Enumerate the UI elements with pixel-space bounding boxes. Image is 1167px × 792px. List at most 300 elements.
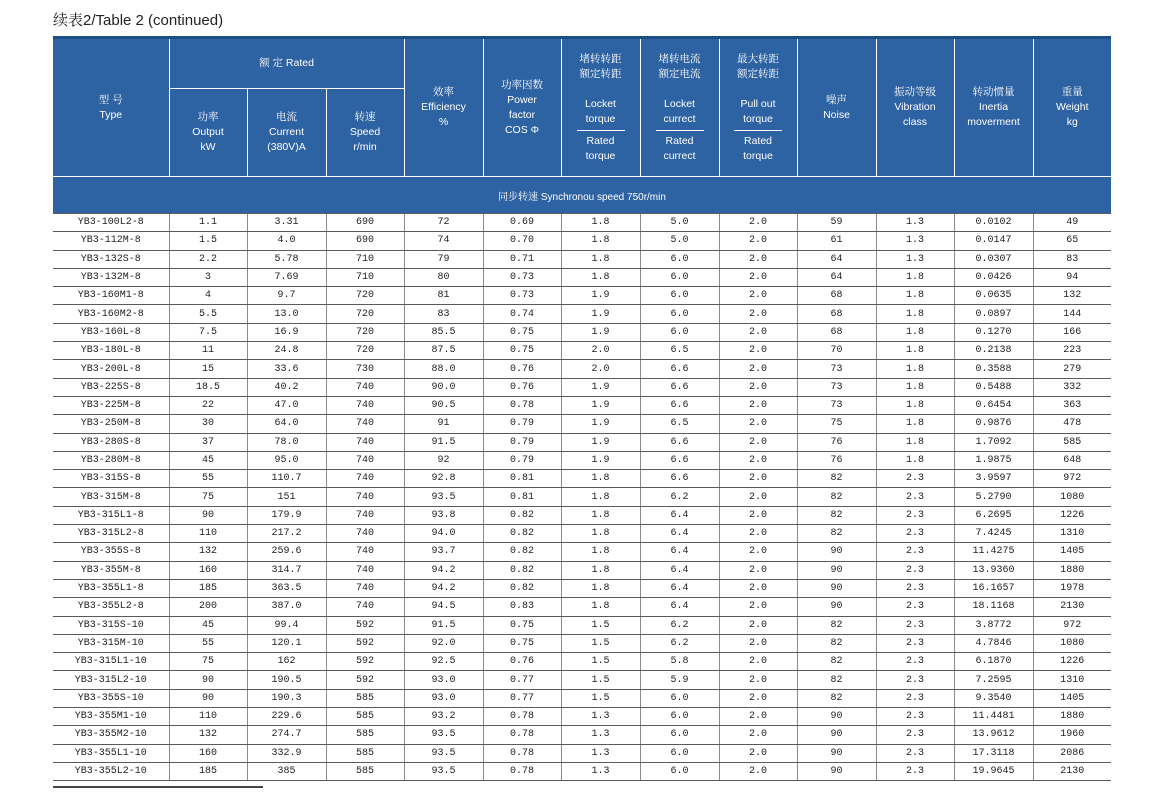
value-cell: 83 [1033, 250, 1111, 268]
value-cell: 93.7 [404, 543, 483, 561]
table-row [53, 543, 1111, 561]
value-cell: 92.8 [404, 470, 483, 488]
value-cell: 3.31 [247, 214, 326, 232]
value-cell: 64 [797, 268, 876, 286]
value-cell: 740 [326, 598, 404, 616]
value-cell: 73 [797, 360, 876, 378]
value-cell: 13.0 [247, 305, 326, 323]
value-cell: 1.3 [561, 744, 640, 762]
table-header [53, 38, 1111, 214]
table-row [53, 433, 1111, 451]
value-cell: 6.5 [640, 415, 719, 433]
type-cell: YB3-180L-8 [53, 342, 169, 360]
value-cell: 110 [169, 525, 247, 543]
value-cell: 74 [404, 232, 483, 250]
value-cell: 592 [326, 634, 404, 652]
value-cell: 2.3 [876, 525, 954, 543]
value-cell: 2.0 [719, 488, 797, 506]
value-cell: 11 [169, 342, 247, 360]
value-cell: 0.79 [483, 433, 561, 451]
table-row [53, 561, 1111, 579]
value-cell: 9.3540 [954, 689, 1033, 707]
value-cell: 68 [797, 287, 876, 305]
value-cell: 2.0 [719, 268, 797, 286]
value-cell: 2130 [1033, 598, 1111, 616]
value-cell: 190.3 [247, 689, 326, 707]
value-cell: 0.78 [483, 726, 561, 744]
value-cell: 1.3 [876, 214, 954, 232]
value-cell: 0.0307 [954, 250, 1033, 268]
value-cell: 0.3588 [954, 360, 1033, 378]
value-cell: 2.0 [719, 744, 797, 762]
value-cell: 1.9 [561, 378, 640, 396]
value-cell: 90 [797, 598, 876, 616]
motor-spec-table [53, 36, 1111, 781]
value-cell: 90 [797, 579, 876, 597]
value-cell: 82 [797, 525, 876, 543]
table-row [53, 232, 1111, 250]
value-cell: 75 [797, 415, 876, 433]
value-cell: 1.8 [561, 250, 640, 268]
value-cell: 15 [169, 360, 247, 378]
value-cell: 1080 [1033, 634, 1111, 652]
value-cell: 70 [797, 342, 876, 360]
value-cell: 1.8 [561, 268, 640, 286]
value-cell: 87.5 [404, 342, 483, 360]
value-cell: 585 [1033, 433, 1111, 451]
type-cell: YB3-315S-8 [53, 470, 169, 488]
value-cell: 1226 [1033, 653, 1111, 671]
value-cell: 0.82 [483, 579, 561, 597]
value-cell: 16.9 [247, 323, 326, 341]
value-cell: 740 [326, 579, 404, 597]
value-cell: 478 [1033, 415, 1111, 433]
value-cell: 0.69 [483, 214, 561, 232]
value-cell: 6.2 [640, 616, 719, 634]
value-cell: 740 [326, 451, 404, 469]
header-inertia: 转动惯量 Inertia moverment [954, 38, 1033, 177]
type-cell: YB3-132S-8 [53, 250, 169, 268]
value-cell: 82 [797, 689, 876, 707]
value-cell: 17.3118 [954, 744, 1033, 762]
value-cell: 259.6 [247, 543, 326, 561]
value-cell: 1.7092 [954, 433, 1033, 451]
value-cell: 6.2 [640, 634, 719, 652]
value-cell: 385 [247, 762, 326, 780]
value-cell: 740 [326, 433, 404, 451]
value-cell: 75 [169, 488, 247, 506]
type-cell: YB3-355L2-8 [53, 598, 169, 616]
table-row [53, 323, 1111, 341]
value-cell: 972 [1033, 616, 1111, 634]
value-cell: 92 [404, 451, 483, 469]
type-cell: YB3-160M1-8 [53, 287, 169, 305]
value-cell: 1.9 [561, 323, 640, 341]
table-row [53, 360, 1111, 378]
value-cell: 585 [326, 726, 404, 744]
value-cell: 30 [169, 415, 247, 433]
value-cell: 2.3 [876, 598, 954, 616]
type-cell: YB3-280S-8 [53, 433, 169, 451]
value-cell: 314.7 [247, 561, 326, 579]
value-cell: 2.3 [876, 488, 954, 506]
table-row [53, 396, 1111, 414]
value-cell: 1.8 [876, 268, 954, 286]
value-cell: 90 [169, 506, 247, 524]
value-cell: 190.5 [247, 671, 326, 689]
type-cell: YB3-225S-8 [53, 378, 169, 396]
value-cell: 45 [169, 451, 247, 469]
value-cell: 0.78 [483, 762, 561, 780]
value-cell: 0.79 [483, 415, 561, 433]
type-cell: YB3-315L2-10 [53, 671, 169, 689]
value-cell: 0.0897 [954, 305, 1033, 323]
value-cell: 0.75 [483, 634, 561, 652]
value-cell: 0.2138 [954, 342, 1033, 360]
value-cell: 1.8 [561, 561, 640, 579]
value-cell: 11.4481 [954, 708, 1033, 726]
value-cell: 6.4 [640, 598, 719, 616]
value-cell: 720 [326, 342, 404, 360]
value-cell: 2.0 [719, 708, 797, 726]
value-cell: 0.82 [483, 561, 561, 579]
value-cell: 0.5488 [954, 378, 1033, 396]
value-cell: 1.8 [876, 323, 954, 341]
value-cell: 37 [169, 433, 247, 451]
value-cell: 1.8 [876, 360, 954, 378]
value-cell: 0.76 [483, 653, 561, 671]
table-row [53, 342, 1111, 360]
value-cell: 79 [404, 250, 483, 268]
type-cell: YB3-315L1-8 [53, 506, 169, 524]
type-cell: YB3-315M-10 [53, 634, 169, 652]
value-cell: 99.4 [247, 616, 326, 634]
value-cell: 2.3 [876, 634, 954, 652]
value-cell: 0.78 [483, 744, 561, 762]
value-cell: 1.5 [169, 232, 247, 250]
value-cell: 740 [326, 543, 404, 561]
type-cell: YB3-355S-10 [53, 689, 169, 707]
table-row [53, 689, 1111, 707]
type-cell: YB3-315L1-10 [53, 653, 169, 671]
value-cell: 0.83 [483, 598, 561, 616]
table-row [53, 671, 1111, 689]
value-cell: 83 [404, 305, 483, 323]
value-cell: 82 [797, 671, 876, 689]
value-cell: 1.8 [561, 470, 640, 488]
header-noise: 噪声 Noise [797, 38, 876, 177]
value-cell: 93.8 [404, 506, 483, 524]
value-cell: 363.5 [247, 579, 326, 597]
footer-rule [53, 786, 263, 792]
value-cell: 18.1168 [954, 598, 1033, 616]
value-cell: 94.5 [404, 598, 483, 616]
value-cell: 6.5 [640, 342, 719, 360]
value-cell: 279 [1033, 360, 1111, 378]
value-cell: 1.3 [561, 726, 640, 744]
value-cell: 90 [797, 762, 876, 780]
value-cell: 1.9 [561, 415, 640, 433]
value-cell: 93.5 [404, 488, 483, 506]
value-cell: 94.2 [404, 579, 483, 597]
value-cell: 2.0 [719, 653, 797, 671]
value-cell: 93.5 [404, 744, 483, 762]
value-cell: 73 [797, 378, 876, 396]
value-cell: 5.0 [640, 232, 719, 250]
type-cell: YB3-355M2-10 [53, 726, 169, 744]
value-cell: 68 [797, 323, 876, 341]
value-cell: 91 [404, 415, 483, 433]
value-cell: 387.0 [247, 598, 326, 616]
value-cell: 6.0 [640, 689, 719, 707]
type-cell: YB3-100L2-8 [53, 214, 169, 232]
table-row [53, 250, 1111, 268]
value-cell: 0.0635 [954, 287, 1033, 305]
value-cell: 2.3 [876, 708, 954, 726]
value-cell: 740 [326, 378, 404, 396]
value-cell: 93.0 [404, 689, 483, 707]
value-cell: 1.9 [561, 433, 640, 451]
table-row [53, 488, 1111, 506]
value-cell: 151 [247, 488, 326, 506]
value-cell: 91.5 [404, 616, 483, 634]
value-cell: 6.2695 [954, 506, 1033, 524]
header-type: 型 号 Type [53, 38, 169, 177]
value-cell: 7.4245 [954, 525, 1033, 543]
value-cell: 90 [169, 671, 247, 689]
value-cell: 972 [1033, 470, 1111, 488]
value-cell: 55 [169, 470, 247, 488]
value-cell: 7.5 [169, 323, 247, 341]
value-cell: 13.9612 [954, 726, 1033, 744]
value-cell: 2.0 [719, 342, 797, 360]
value-cell: 1.8 [561, 214, 640, 232]
value-cell: 1.5 [561, 616, 640, 634]
value-cell: 1.5 [561, 653, 640, 671]
type-cell: YB3-225M-8 [53, 396, 169, 414]
value-cell: 4 [169, 287, 247, 305]
value-cell: 2.0 [719, 433, 797, 451]
value-cell: 90 [797, 561, 876, 579]
value-cell: 0.0426 [954, 268, 1033, 286]
value-cell: 585 [326, 689, 404, 707]
value-cell: 6.4 [640, 525, 719, 543]
value-cell: 9.7 [247, 287, 326, 305]
value-cell: 73 [797, 396, 876, 414]
value-cell: 93.5 [404, 762, 483, 780]
value-cell: 82 [797, 653, 876, 671]
value-cell: 6.0 [640, 744, 719, 762]
type-cell: YB3-355L1-8 [53, 579, 169, 597]
table-row [53, 744, 1111, 762]
value-cell: 64 [797, 250, 876, 268]
value-cell: 332 [1033, 378, 1111, 396]
value-cell: 2.0 [719, 561, 797, 579]
value-cell: 80 [404, 268, 483, 286]
value-cell: 13.9360 [954, 561, 1033, 579]
value-cell: 2.0 [719, 525, 797, 543]
value-cell: 6.4 [640, 543, 719, 561]
value-cell: 2.3 [876, 616, 954, 634]
value-cell: 6.0 [640, 250, 719, 268]
value-cell: 1405 [1033, 689, 1111, 707]
value-cell: 2.3 [876, 744, 954, 762]
value-cell: 16.1657 [954, 579, 1033, 597]
value-cell: 2.0 [719, 634, 797, 652]
value-cell: 2.0 [719, 415, 797, 433]
value-cell: 1.8 [876, 305, 954, 323]
value-cell: 2.0 [719, 598, 797, 616]
header-efficiency: 效率 Efficiency % [404, 38, 483, 177]
value-cell: 2.0 [719, 543, 797, 561]
value-cell: 90.0 [404, 378, 483, 396]
value-cell: 5.8 [640, 653, 719, 671]
value-cell: 1.9 [561, 451, 640, 469]
type-cell: YB3-315L2-8 [53, 525, 169, 543]
value-cell: 93.2 [404, 708, 483, 726]
value-cell: 49 [1033, 214, 1111, 232]
value-cell: 6.0 [640, 305, 719, 323]
value-cell: 0.78 [483, 708, 561, 726]
value-cell: 6.6 [640, 396, 719, 414]
value-cell: 185 [169, 579, 247, 597]
value-cell: 0.73 [483, 268, 561, 286]
value-cell: 6.0 [640, 762, 719, 780]
value-cell: 0.79 [483, 451, 561, 469]
value-cell: 92.5 [404, 653, 483, 671]
value-cell: 166 [1033, 323, 1111, 341]
value-cell: 2.3 [876, 506, 954, 524]
value-cell: 88.0 [404, 360, 483, 378]
type-cell: YB3-315S-10 [53, 616, 169, 634]
value-cell: 160 [169, 561, 247, 579]
value-cell: 2.0 [561, 360, 640, 378]
table-row [53, 451, 1111, 469]
value-cell: 740 [326, 506, 404, 524]
type-cell: YB3-160M2-8 [53, 305, 169, 323]
value-cell: 2.0 [719, 689, 797, 707]
value-cell: 78.0 [247, 433, 326, 451]
value-cell: 690 [326, 232, 404, 250]
value-cell: 2.0 [719, 726, 797, 744]
table-row [53, 598, 1111, 616]
value-cell: 1.8 [876, 451, 954, 469]
value-cell: 2.0 [561, 342, 640, 360]
value-cell: 4.7846 [954, 634, 1033, 652]
value-cell: 82 [797, 506, 876, 524]
value-cell: 22 [169, 396, 247, 414]
value-cell: 1310 [1033, 671, 1111, 689]
value-cell: 55 [169, 634, 247, 652]
value-cell: 2.0 [719, 506, 797, 524]
table-row [53, 268, 1111, 286]
value-cell: 3.8772 [954, 616, 1033, 634]
value-cell: 200 [169, 598, 247, 616]
value-cell: 7.69 [247, 268, 326, 286]
value-cell: 2.0 [719, 232, 797, 250]
value-cell: 2.3 [876, 762, 954, 780]
value-cell: 94 [1033, 268, 1111, 286]
header-weight: 重量 Weight kg [1033, 38, 1111, 177]
type-cell: YB3-355M1-10 [53, 708, 169, 726]
value-cell: 93.0 [404, 671, 483, 689]
value-cell: 1405 [1033, 543, 1111, 561]
type-cell: YB3-355S-8 [53, 543, 169, 561]
value-cell: 6.4 [640, 506, 719, 524]
value-cell: 6.6 [640, 433, 719, 451]
value-cell: 1226 [1033, 506, 1111, 524]
value-cell: 110 [169, 708, 247, 726]
header-rated-group: 额 定 Rated [169, 38, 404, 89]
type-cell: YB3-200L-8 [53, 360, 169, 378]
table-row [53, 214, 1111, 232]
table-row [53, 378, 1111, 396]
page-title: 续表2/Table 2 (continued) [53, 12, 224, 29]
value-cell: 0.76 [483, 378, 561, 396]
value-cell: 0.77 [483, 671, 561, 689]
value-cell: 0.73 [483, 287, 561, 305]
value-cell: 3 [169, 268, 247, 286]
value-cell: 592 [326, 653, 404, 671]
value-cell: 2.2 [169, 250, 247, 268]
value-cell: 76 [797, 451, 876, 469]
header-vibration: 振动等级 Vibration class [876, 38, 954, 177]
value-cell: 90 [797, 708, 876, 726]
value-cell: 6.0 [640, 323, 719, 341]
type-cell: YB3-355L2-10 [53, 762, 169, 780]
type-cell: YB3-280M-8 [53, 451, 169, 469]
value-cell: 144 [1033, 305, 1111, 323]
value-cell: 0.0102 [954, 214, 1033, 232]
value-cell: 0.82 [483, 506, 561, 524]
value-cell: 1.8 [876, 378, 954, 396]
value-cell: 592 [326, 671, 404, 689]
value-cell: 2.3 [876, 671, 954, 689]
value-cell: 7.2595 [954, 671, 1033, 689]
fraction-rule [656, 130, 704, 131]
value-cell: 6.6 [640, 470, 719, 488]
value-cell: 65 [1033, 232, 1111, 250]
value-cell: 90 [797, 543, 876, 561]
value-cell: 185 [169, 762, 247, 780]
value-cell: 1.9 [561, 305, 640, 323]
value-cell: 6.0 [640, 726, 719, 744]
value-cell: 1.8 [876, 287, 954, 305]
value-cell: 110.7 [247, 470, 326, 488]
value-cell: 2.0 [719, 579, 797, 597]
value-cell: 1.5 [561, 689, 640, 707]
value-cell: 1.8 [561, 488, 640, 506]
value-cell: 1.8 [876, 415, 954, 433]
value-cell: 2.0 [719, 396, 797, 414]
value-cell: 59 [797, 214, 876, 232]
value-cell: 2086 [1033, 744, 1111, 762]
table-row [53, 415, 1111, 433]
value-cell: 5.78 [247, 250, 326, 268]
value-cell: 2.0 [719, 671, 797, 689]
value-cell: 0.6454 [954, 396, 1033, 414]
value-cell: 1.3 [876, 232, 954, 250]
value-cell: 2.3 [876, 543, 954, 561]
value-cell: 274.7 [247, 726, 326, 744]
header-pullout-torque: 最大转距 额定转距 Pull out torque Rated torque [719, 38, 797, 177]
value-cell: 1.8 [876, 342, 954, 360]
type-cell: YB3-355M-8 [53, 561, 169, 579]
value-cell: 94.2 [404, 561, 483, 579]
table-row [53, 616, 1111, 634]
value-cell: 91.5 [404, 433, 483, 451]
value-cell: 710 [326, 268, 404, 286]
